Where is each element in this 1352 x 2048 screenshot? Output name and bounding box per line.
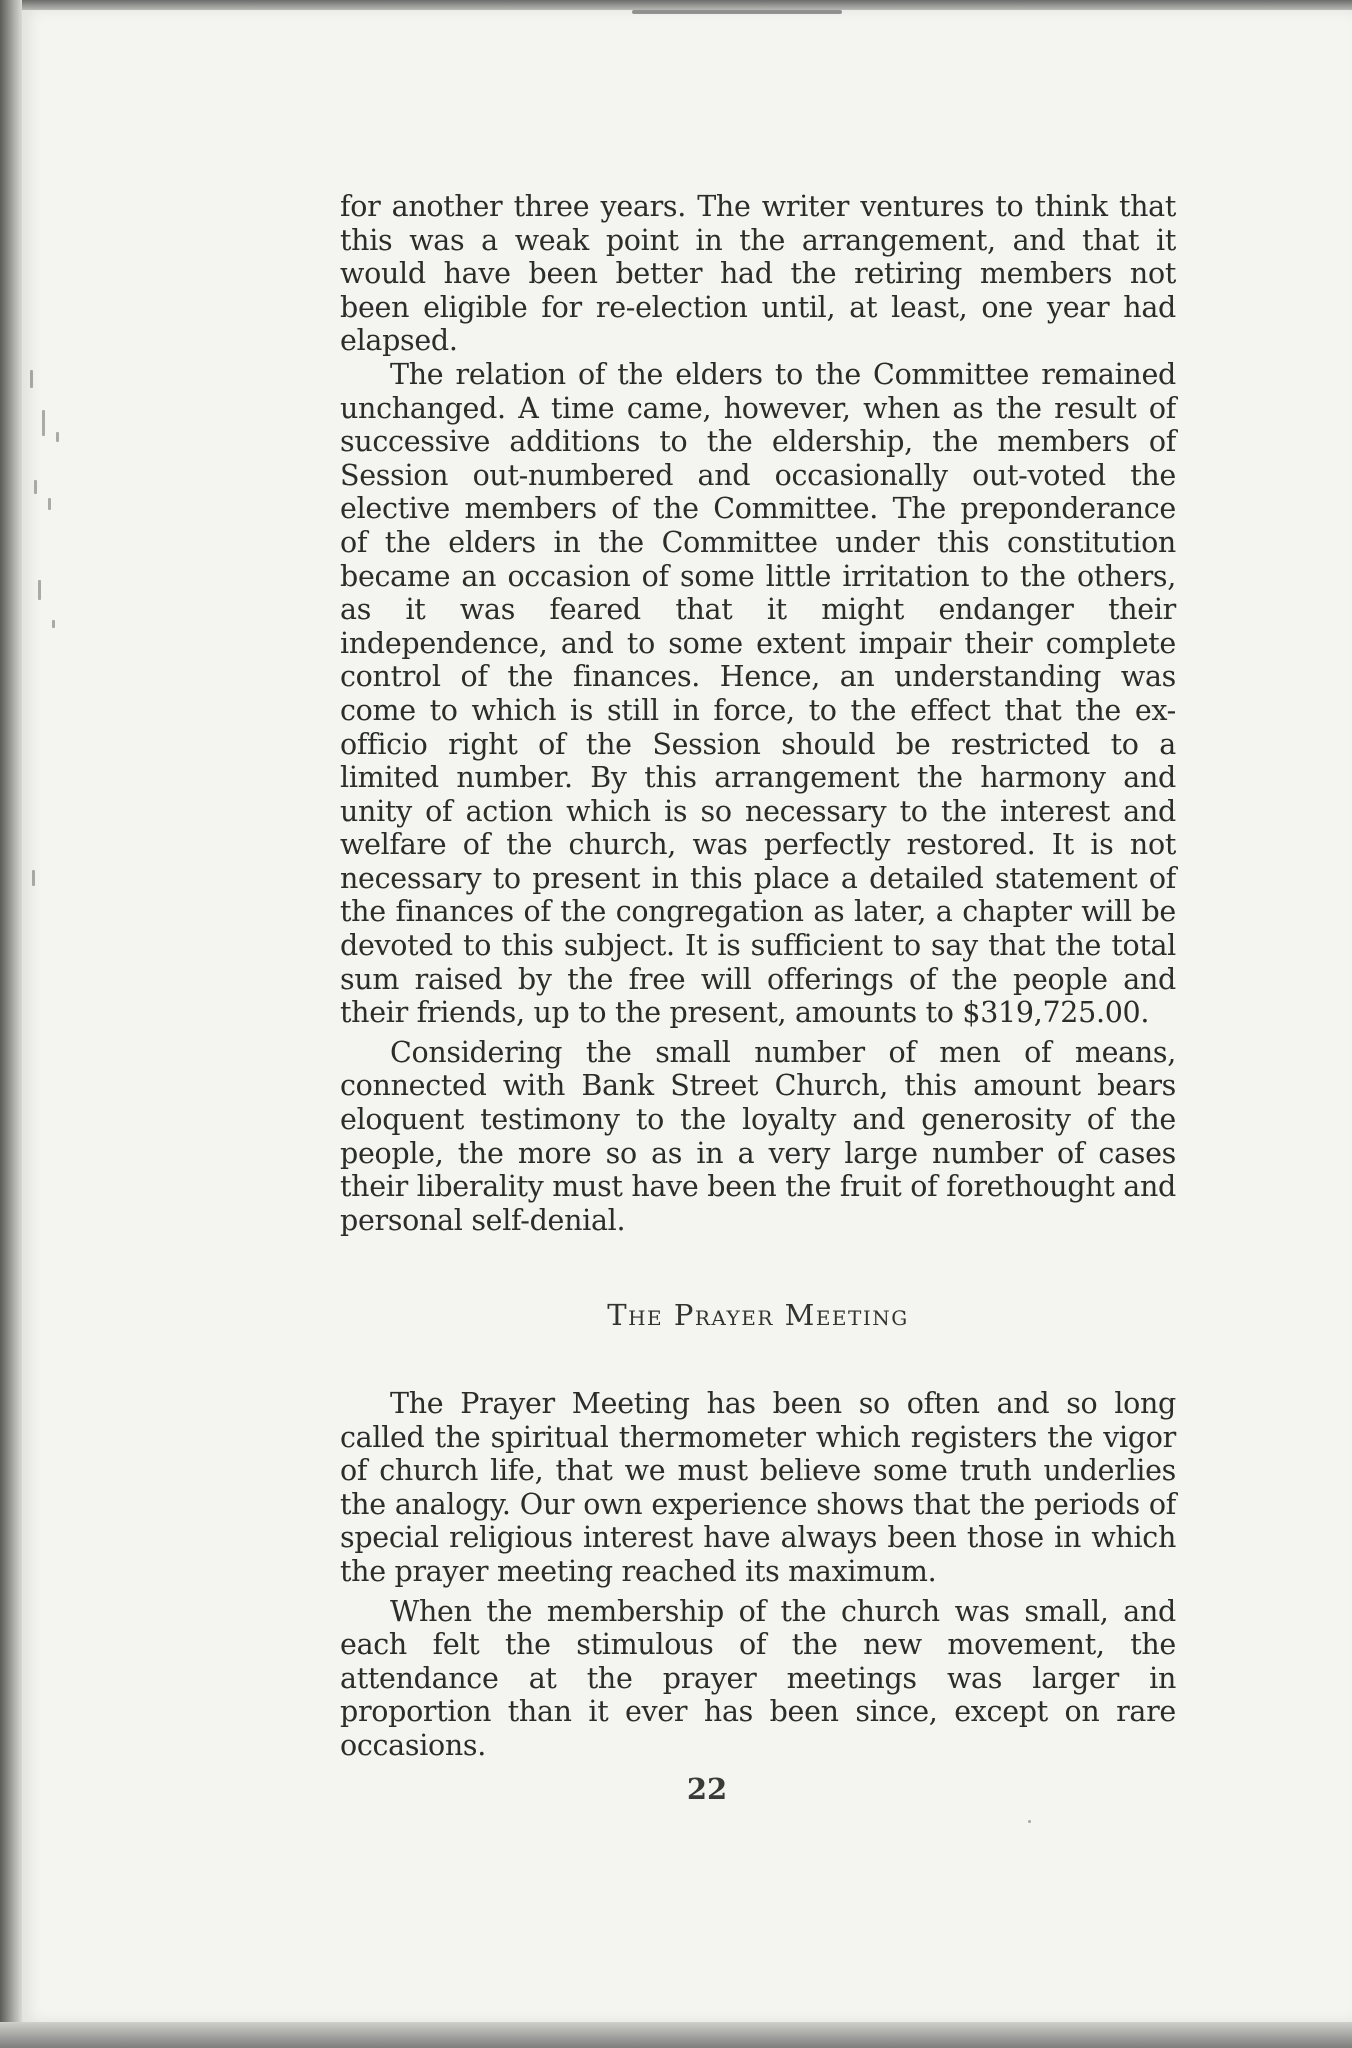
gutter-specks xyxy=(28,370,78,890)
paragraph-thermometer: The Prayer Meeting has been so often and so long called the spiritual thermometer which registers the vigor of church life, that we must believe some truth underlies the analogy. Our own experience shows that the periods of special religious interest have always been those in which the prayer meeting reached its maximum. xyxy=(340,1387,1176,1588)
paragraph-means: Considering the small number of men of means, connected with Bank Street Church, this amount bears eloquent testimony to the loyalty and generosity of the people, the more so as in a very large number of cases their liberality must have been the fruit of forethought and personal self-denial. xyxy=(340,1035,1176,1237)
scan-frame-top xyxy=(0,0,1352,10)
scan-frame-bottom xyxy=(0,2022,1352,2048)
section-heading: The Prayer Meeting xyxy=(607,1298,909,1333)
paragraph-membership: When the membership of the church was small, and each felt the stimulous of the new movement, the attendance at the prayer meetings was larger in proportion than it ever has been since, except on rare occasions. xyxy=(340,1594,1176,1762)
scan-frame-left xyxy=(0,0,22,2048)
paragraph-elders-relation: The relation of the elders to the Committee remained unchanged. A time came, however, when as the result of successive additions to the eldership, the members of Session out-numbered and occasionally out-voted the elective members of the Committee. The preponderance of the elders in the Committee under this constitution became an occasion of some little irritation to the others, as it was feared that it might endanger their independence, and to some extent impair their complete control of the finances. Hence, an understanding was come to which is still in force, to the effect that the ex-officio right of the Session should be restricted to a limited number. By this arrangement the harmony and unity of action which is so necessary to the interest and welfare of the church, was perfectly restored. It is not necessary to present in this place a detailed statement of the finances of the congregation as later, a chapter will be devoted to this subject. It is sufficient to say that the total sum raised by the free will offerings of the people and their friends, up to the present, amounts to $319,725.00. xyxy=(340,357,1176,1030)
paragraph-continuation: for another three years. The writer ventures to think that this was a weak point in the arrangement, and that it would have been better had the retiring members not been eligible for re-election until, at least, one year had elapsed. xyxy=(340,190,1176,358)
paper-speck xyxy=(1028,1820,1031,1823)
page-body-text xyxy=(340,190,1176,1763)
binding-mark xyxy=(632,10,842,14)
book-page xyxy=(22,10,1352,2022)
page-number: 22 xyxy=(686,1772,728,1806)
